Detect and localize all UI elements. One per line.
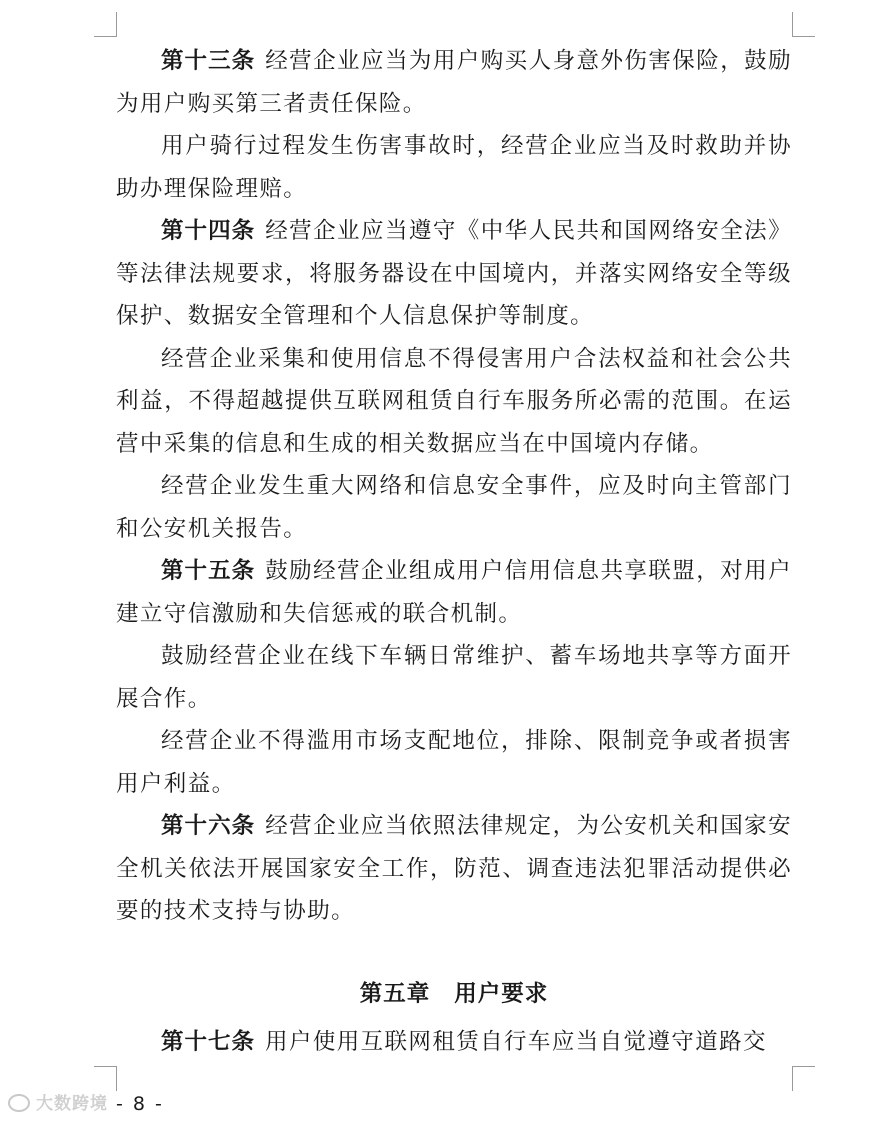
page-number: - 8 - — [116, 1093, 164, 1115]
document-body — [116, 40, 792, 1064]
article-number: 第十三条 — [161, 48, 256, 74]
paragraph-text: 经营企业发生重大网络和信息安全事件，应及时向主管部门和公安机关报告。 — [116, 473, 792, 542]
watermark-text: 大数跨境 — [36, 1094, 108, 1114]
chapter-heading — [116, 973, 792, 1016]
article-number: 第十六条 — [161, 813, 256, 839]
article-number: 第十五条 — [161, 558, 256, 584]
article-paragraph — [116, 125, 792, 210]
crop-mark-bottom-left — [94, 1066, 117, 1091]
paragraph-text: 鼓励经营企业在线下车辆日常维护、蓄车场地共享等方面开展合作。 — [116, 643, 792, 712]
article-paragraph — [116, 720, 792, 805]
article-paragraph — [116, 40, 792, 125]
paragraph-text: 用户骑行过程发生伤害事故时，经营企业应当及时救助并协助办理保险理赔。 — [116, 133, 792, 202]
crop-mark-top-right — [792, 12, 815, 37]
chapter-title: 用户要求 — [454, 980, 549, 1007]
paragraph-text: 经营企业不得滥用市场支配地位，排除、限制竞争或者损害用户利益。 — [116, 728, 792, 797]
article-paragraph — [116, 635, 792, 720]
paragraph-text: 鼓励经营企业组成用户信用信息共享联盟，对用户建立守信激励和失信惩戒的联合机制。 — [116, 558, 792, 627]
article-paragraph — [116, 1021, 792, 1064]
paragraph-text: 用户使用互联网租赁自行车应当自觉遵守道路交 — [265, 1029, 767, 1055]
paragraph-text: 经营企业应当依照法律规定，为公安机关和国家安全机关依法开展国家安全工作，防范、调查违法犯罪活动提供必要的技术支持与协助。 — [116, 813, 792, 924]
article-number: 第十四条 — [161, 218, 256, 244]
watermark-logo-icon — [8, 1094, 30, 1112]
chapter-number: 第五章 — [359, 980, 431, 1007]
paragraph-text: 经营企业采集和使用信息不得侵害用户合法权益和社会公共利益，不得超越提供互联网租赁自行车服务所必需的范围。在运营中采集的信息和生成的相关数据应当在中国境内存储。 — [116, 345, 792, 457]
article-paragraph — [116, 210, 792, 338]
article-number: 第十七条 — [161, 1029, 256, 1055]
paragraph-text: 经营企业应当为用户购买人身意外伤害保险，鼓励为用户购买第三者责任保险。 — [116, 48, 792, 117]
crop-mark-top-left — [94, 12, 117, 37]
page-footer — [0, 1092, 300, 1116]
article-paragraph — [116, 805, 792, 933]
article-paragraph — [116, 338, 792, 466]
crop-mark-bottom-right — [792, 1066, 815, 1091]
article-paragraph — [116, 465, 792, 550]
paragraph-text: 经营企业应当遵守《中华人民共和国网络安全法》等法律法规要求，将服务器设在中国境内，并落实网络安全等级保护、数据安全管理和个人信息保护等制度。 — [116, 218, 792, 329]
article-paragraph — [116, 550, 792, 635]
